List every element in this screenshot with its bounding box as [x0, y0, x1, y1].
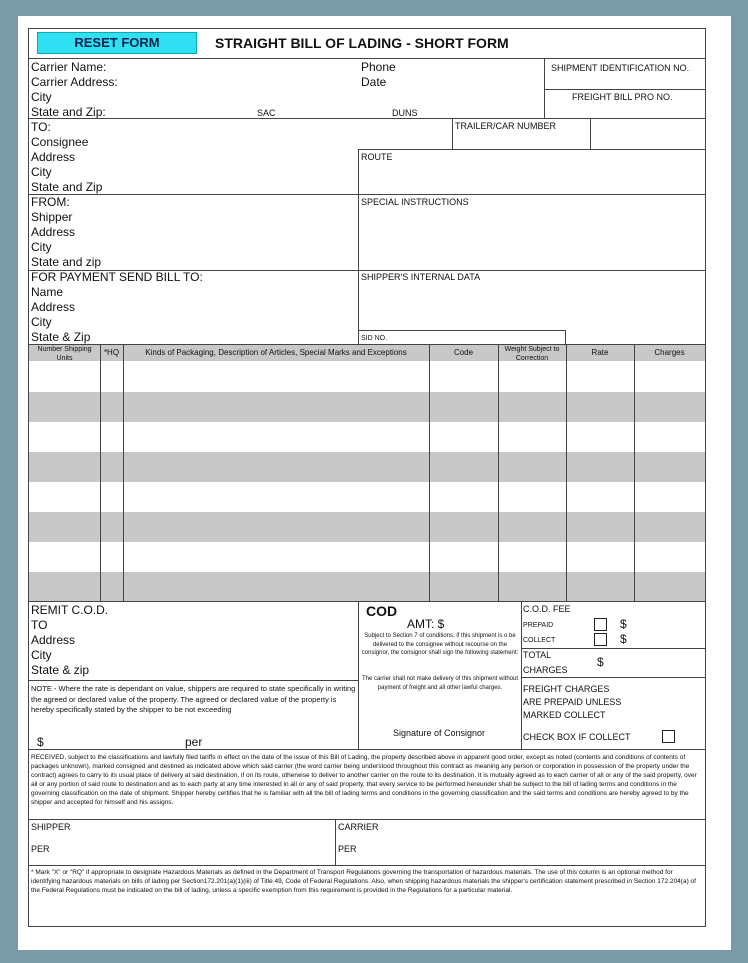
table-row[interactable] — [29, 512, 705, 542]
divider — [29, 194, 705, 195]
consignee-field[interactable]: Consignee — [31, 135, 89, 149]
duns-label: DUNS — [392, 108, 418, 118]
carrier-address-field[interactable]: Carrier Address: — [31, 75, 118, 89]
special-instructions-field[interactable]: SPECIAL INSTRUCTIONS — [361, 197, 469, 207]
carrier-statement-text: The carrier shall not make delivery of this shipment without payment of freight and all other lawful charges. — [361, 676, 519, 691]
consignee-address-field[interactable]: Address — [31, 150, 76, 164]
divider — [590, 118, 591, 149]
carrier-state-zip-field[interactable]: State and Zip: — [31, 105, 106, 119]
header-weight: Weight Subject to Correction — [504, 346, 560, 362]
divider — [100, 344, 101, 601]
carrier-signature-label[interactable]: CARRIER — [338, 822, 379, 832]
shipper-address-field[interactable]: Address — [31, 225, 76, 239]
payment-name-field[interactable]: Name — [31, 285, 64, 299]
header-rate: Rate — [591, 348, 609, 357]
divider — [29, 680, 358, 681]
divider — [29, 865, 705, 866]
payment-address-field[interactable]: Address — [31, 300, 76, 314]
table-row[interactable] — [29, 452, 705, 482]
shipper-signature-label[interactable]: SHIPPER — [31, 822, 71, 832]
divider — [29, 819, 705, 820]
collect-label: COLLECT — [523, 637, 556, 644]
bill-of-lading-form — [28, 28, 706, 927]
divider — [335, 819, 336, 865]
divider — [521, 677, 705, 678]
table-row[interactable] — [29, 572, 705, 602]
header-shipping-units: Number Shipping Units — [37, 346, 92, 362]
reset-form-button[interactable]: RESET FORM — [37, 32, 197, 54]
header-charges: Charges — [654, 348, 685, 357]
divider — [29, 344, 705, 345]
cod-amount-field[interactable]: AMT: $ — [407, 617, 445, 631]
phone-field[interactable]: Phone — [361, 60, 396, 74]
remit-cod-heading: REMIT C.O.D. — [31, 603, 109, 617]
remit-state-zip-field[interactable]: State & zip — [31, 663, 90, 677]
hazardous-materials-footnote: * Mark "X" or "RQ" if appropriate to designate Hazardous Materials as defined in the Department of Transport Regulations governing the transportation of hazardous materials. The use of this column is an optional method for identifying hazardous materials on bills of lading per Section172.201(a)(1)(iii) of Title 49, Code of Federal Regulations. Also, when shipping hazardous materials the shipper's certification statement prescribed in Section 172.204(a) of the Federal Regulations must be indicated on the bill of lading, unless a specific exemption from this requirement is provided in the Regulations for a particular material. — [31, 869, 696, 894]
table-row[interactable] — [29, 392, 705, 422]
total-label: TOTAL — [523, 650, 552, 660]
collect-amount-field[interactable]: $ — [620, 632, 627, 646]
freight-charges-line-2: ARE PREPAID UNLESS — [523, 697, 622, 707]
divider — [123, 344, 124, 601]
divider — [29, 58, 705, 59]
divider — [544, 58, 545, 118]
freight-charges-line-1: FREIGHT CHARGES — [523, 684, 610, 694]
collect-freight-checkbox[interactable] — [662, 730, 675, 743]
prepaid-amount-field[interactable]: $ — [620, 617, 627, 631]
declared-value-note: NOTE - Where the rate is dependant on value, shippers are required to state specifically in writing the agreed or declared value of the property. The agreed or declared value of the property is hereby specifically stated by the shipper to be not exceeding — [31, 684, 356, 714]
shipper-per-field[interactable]: PER — [31, 844, 50, 854]
divider — [29, 749, 705, 750]
prepaid-checkbox[interactable] — [594, 618, 607, 631]
freight-bill-label[interactable]: FREIGHT BILL PRO NO. — [572, 92, 673, 102]
divider — [565, 330, 566, 344]
consignee-state-zip-field[interactable]: State and Zip — [31, 180, 103, 194]
total-charges-field[interactable]: $ — [597, 655, 604, 669]
sid-number-field[interactable]: SID NO. — [361, 335, 388, 342]
shipper-city-field[interactable]: City — [31, 240, 52, 254]
divider — [566, 344, 567, 601]
cod-fee-label: C.O.D. FEE — [523, 604, 571, 614]
divider — [358, 149, 359, 349]
header-description: Kinds of Packaging, Description of Articles, Special Marks and Exceptions — [145, 348, 407, 357]
document-page — [18, 16, 731, 950]
declared-value-field[interactable]: $ — [37, 735, 44, 749]
route-field[interactable]: ROUTE — [361, 152, 393, 162]
trailer-number-label[interactable]: TRAILER/CAR NUMBER — [455, 121, 557, 131]
divider — [358, 330, 565, 331]
to-heading: TO: — [31, 120, 51, 134]
cod-conditions-text: Subject to Section 7 of conditions, if this shipment is o be delivered to the consignee without recourse on the consignor, the consignor shall sign the following statement: — [361, 633, 519, 656]
divider — [452, 118, 453, 149]
shipper-state-zip-field[interactable]: State and zip — [31, 255, 102, 269]
from-heading: FROM: — [31, 195, 70, 209]
received-terms-text: RECEIVED, subject to the classifications and lawfully filed tariffs in effect on the date of the issue of this Bill of Lading, the property described above in apparent good order, except as noted (contents and conditions of contents of packages unknown), marked consigned and destined as indicated above which said carrier (the word carrier being understood throughout this contract as meaning any person or corporation in possession of the property under the contract) agrees to carry to its usual place of delivery at said destination, if on its route, otherwise to deliver to another carrier on the route to its destination. It is mutually agreed as to each carrier of all or any of the said property, over all or any portion of said route to destination and as to each party at any time interested in all or any of said property, that every service to be performed hereunder shall be subject to the bill of lading terms and conditions in the governing classification on the date of shipment. Shipper hereby certifies that he is familiar with all the bill of lading terms and conditions in the governing classification and the said terms and conditions are hereby agreed to by the shipper and accepted for himself and his assigns. — [31, 754, 697, 806]
form-title: STRAIGHT BILL OF LADING - SHORT FORM — [215, 35, 509, 51]
collect-checkbox[interactable] — [594, 633, 607, 646]
payment-city-field[interactable]: City — [31, 315, 52, 329]
divider — [521, 648, 705, 649]
remit-to-field[interactable]: TO — [31, 618, 48, 632]
freight-charges-line-3: MARKED COLLECT — [523, 710, 606, 720]
shipper-field[interactable]: Shipper — [31, 210, 73, 224]
remit-city-field[interactable]: City — [31, 648, 52, 662]
divider — [544, 89, 705, 90]
shipment-id-label[interactable]: SHIPMENT IDENTIFICATION NO. — [551, 63, 690, 73]
divider — [521, 601, 522, 749]
divider — [358, 601, 359, 749]
carrier-city-field[interactable]: City — [31, 90, 52, 104]
consignee-city-field[interactable]: City — [31, 165, 52, 179]
cod-title: COD — [366, 603, 398, 619]
date-field[interactable]: Date — [361, 75, 387, 89]
payment-heading: FOR PAYMENT SEND BILL TO: — [31, 270, 203, 284]
prepaid-label: PREPAID — [523, 622, 554, 629]
divider — [29, 118, 705, 119]
charges-label: CHARGES — [523, 665, 568, 675]
divider — [634, 344, 635, 601]
sac-label: SAC — [257, 108, 276, 118]
remit-address-field[interactable]: Address — [31, 633, 76, 647]
declared-value-per-field[interactable]: per — [185, 735, 203, 749]
header-hq: *HQ — [103, 348, 120, 357]
payment-state-zip-field[interactable]: State & Zip — [31, 330, 91, 344]
divider — [358, 149, 705, 150]
header-code: Code — [453, 348, 474, 357]
check-box-if-collect-label: CHECK BOX IF COLLECT — [523, 732, 631, 742]
consignor-signature-field[interactable]: Signature of Consignor — [393, 728, 486, 738]
carrier-name-field[interactable]: Carrier Name: — [31, 60, 107, 74]
divider — [498, 344, 499, 601]
divider — [429, 344, 430, 601]
carrier-per-field[interactable]: PER — [338, 844, 357, 854]
shippers-internal-data-field[interactable]: SHIPPER'S INTERNAL DATA — [361, 272, 481, 282]
